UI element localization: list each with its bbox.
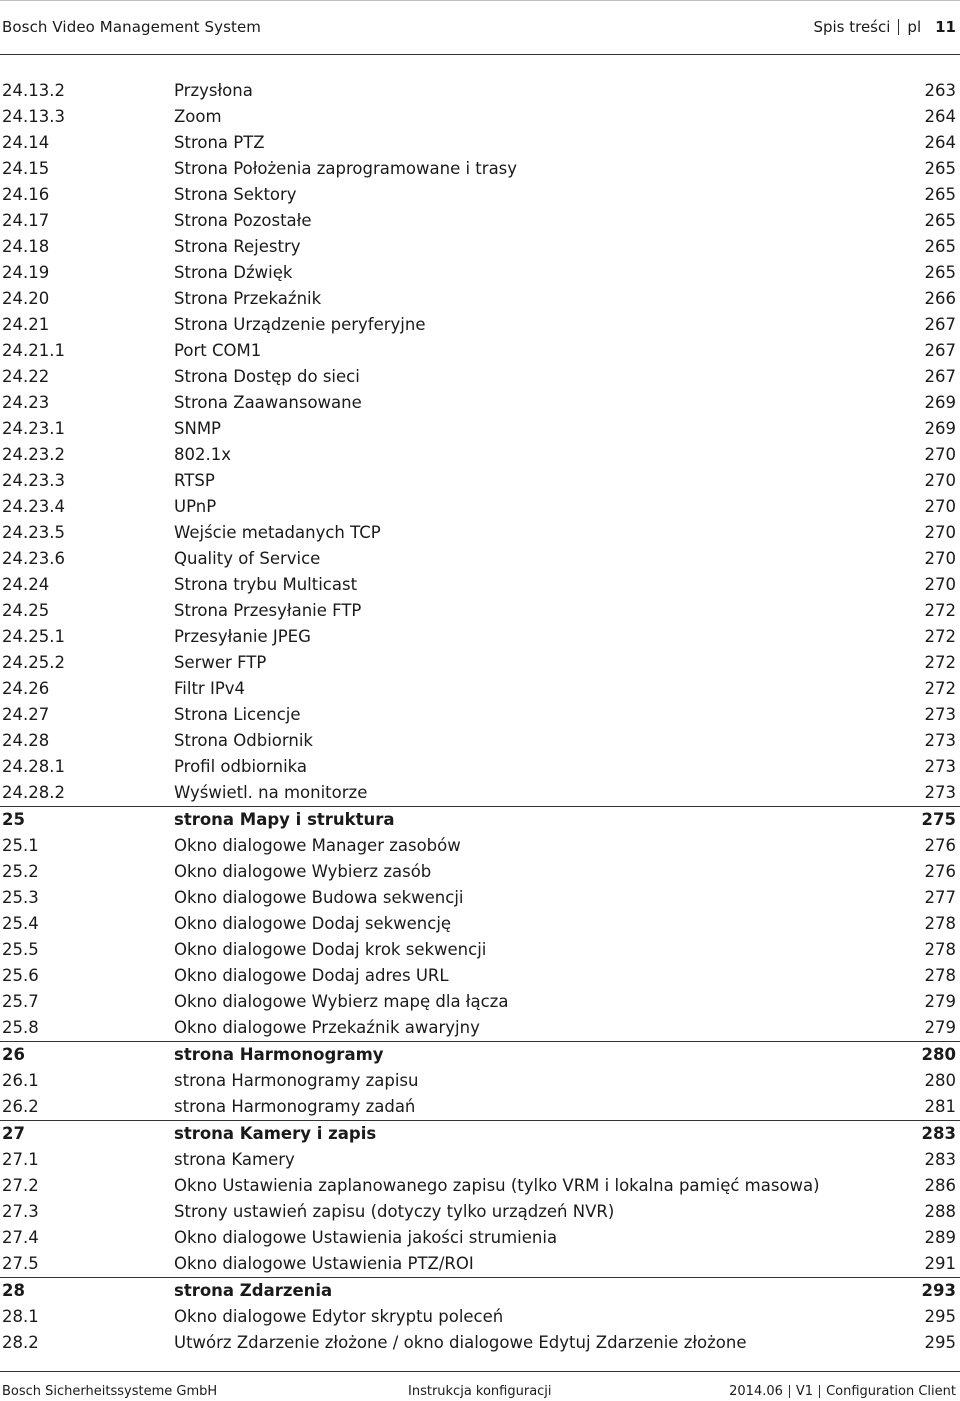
toc-entry-page: 265 xyxy=(924,263,956,282)
header-section-info xyxy=(813,18,956,36)
toc-entry-number: 24.23.5 xyxy=(2,523,65,542)
toc-entry-number: 24.26 xyxy=(2,679,50,698)
toc-row[interactable] xyxy=(0,364,960,390)
toc-entry-title: strona Kamery xyxy=(174,1150,295,1169)
toc-row[interactable] xyxy=(0,1225,960,1251)
toc-entry-title: Strona trybu Multicast xyxy=(174,575,358,594)
toc-entry-page: 269 xyxy=(924,419,956,438)
toc-chapter-row[interactable] xyxy=(0,806,960,833)
toc-entry-title: strona Zdarzenia xyxy=(174,1281,333,1300)
toc-entry-title: Strona Przekaźnik xyxy=(174,289,322,308)
toc-entry-number: 24.13.2 xyxy=(2,81,65,100)
language-code: pl xyxy=(907,18,922,36)
toc-entry-number: 24.22 xyxy=(2,367,50,386)
toc-row[interactable] xyxy=(0,728,960,754)
toc-entry-title: Okno dialogowe Dodaj adres URL xyxy=(174,966,449,985)
toc-entry-title: 802.1x xyxy=(174,445,232,464)
toc-entry-number: 27 xyxy=(2,1124,25,1143)
toc-entry-number: 24.21 xyxy=(2,315,50,334)
toc-entry-title: strona Harmonogramy zapisu xyxy=(174,1071,419,1090)
toc-entry-page: 267 xyxy=(924,341,956,360)
toc-entry-page: 272 xyxy=(924,601,956,620)
footer-separator xyxy=(819,1385,820,1398)
toc-entry-title: Przesyłanie JPEG xyxy=(174,627,311,646)
toc-entry-title: Filtr IPv4 xyxy=(174,679,246,698)
toc-entry-number: 24.21.1 xyxy=(2,341,65,360)
footer-date: 2014.06 xyxy=(729,1384,783,1399)
toc-row[interactable] xyxy=(0,754,960,780)
toc-entry-page: 273 xyxy=(924,705,956,724)
toc-entry-number: 27.4 xyxy=(2,1228,39,1247)
toc-entry-number: 24.16 xyxy=(2,185,50,204)
toc-entry-page: 270 xyxy=(924,471,956,490)
toc-entry-page: 286 xyxy=(924,1176,956,1195)
toc-row[interactable] xyxy=(0,312,960,338)
header-bottom-rule xyxy=(0,54,960,55)
toc-row[interactable] xyxy=(0,78,960,104)
toc-row[interactable] xyxy=(0,859,960,885)
footer-company: Bosch Sicherheitssysteme GmbH xyxy=(2,1384,218,1399)
toc-entry-number: 26.1 xyxy=(2,1071,39,1090)
footer-separator xyxy=(789,1385,790,1398)
toc-entry-page: 291 xyxy=(924,1254,956,1273)
toc-entry-page: 272 xyxy=(924,679,956,698)
toc-row[interactable] xyxy=(0,1068,960,1094)
toc-entry-page: 277 xyxy=(924,888,956,907)
toc-entry-page: 278 xyxy=(924,966,956,985)
toc-row[interactable] xyxy=(0,520,960,546)
toc-entry-page: 273 xyxy=(924,757,956,776)
toc-entry-number: 25.5 xyxy=(2,940,39,959)
toc-entry-title: Wejście metadanych TCP xyxy=(174,523,381,542)
toc-entry-title: strona Mapy i struktura xyxy=(174,810,395,829)
toc-row[interactable] xyxy=(0,546,960,572)
toc-row[interactable] xyxy=(0,1094,960,1120)
toc-entry-number: 24.24 xyxy=(2,575,50,594)
toc-entry-page: 267 xyxy=(924,367,956,386)
toc-entry-title: Strona Rejestry xyxy=(174,237,301,256)
toc-entry-page: 264 xyxy=(924,107,956,126)
toc-entry-number: 25 xyxy=(2,810,25,829)
toc-entry-page: 275 xyxy=(921,810,956,829)
toc-entry-number: 24.27 xyxy=(2,705,50,724)
toc-row[interactable] xyxy=(0,1251,960,1277)
toc-entry-title: Serwer FTP xyxy=(174,653,267,672)
toc-entry-number: 27.1 xyxy=(2,1150,39,1169)
toc-entry-title: RTSP xyxy=(174,471,215,490)
toc-entry-number: 26.2 xyxy=(2,1097,39,1116)
toc-entry-title: UPnP xyxy=(174,497,217,516)
toc-row[interactable] xyxy=(0,1199,960,1225)
toc-row[interactable] xyxy=(0,780,960,806)
toc-entry-page: 280 xyxy=(924,1071,956,1090)
toc-row[interactable] xyxy=(0,468,960,494)
toc-entry-number: 24.23.6 xyxy=(2,549,65,568)
toc-entry-page: 295 xyxy=(924,1307,956,1326)
toc-entry-page: 267 xyxy=(924,315,956,334)
toc-row[interactable] xyxy=(0,1304,960,1330)
toc-row[interactable] xyxy=(0,234,960,260)
toc-entry-number: 26 xyxy=(2,1045,25,1064)
toc-entry-title: Okno dialogowe Dodaj sekwencję xyxy=(174,914,452,933)
toc-entry-page: 283 xyxy=(924,1150,956,1169)
toc-entry-title: Strona Sektory xyxy=(174,185,297,204)
toc-entry-title: Okno dialogowe Ustawienia PTZ/ROI xyxy=(174,1254,474,1273)
footer-version-info xyxy=(729,1384,956,1399)
toc-entry-title: Okno dialogowe Wybierz mapę dla łącza xyxy=(174,992,509,1011)
toc-entry-page: 273 xyxy=(924,731,956,750)
footer-edition: Configuration Client xyxy=(826,1384,956,1399)
toc-entry-title: Strona Pozostałe xyxy=(174,211,312,230)
toc-entry-title: Okno dialogowe Przekaźnik awaryjny xyxy=(174,1018,480,1037)
toc-row[interactable] xyxy=(0,104,960,130)
toc-entry-title: Utwórz Zdarzenie złożone / okno dialogowe Edytuj Zdarzenie złożone xyxy=(174,1333,747,1352)
toc-entry-number: 25.7 xyxy=(2,992,39,1011)
toc-chapter-row[interactable] xyxy=(0,1120,960,1147)
toc-entry-title: Wyświetl. na monitorze xyxy=(174,783,368,802)
toc-entry-title: Strony ustawień zapisu (dotyczy tylko urządzeń NVR) xyxy=(174,1202,615,1221)
toc-row[interactable] xyxy=(0,989,960,1015)
toc-entry-number: 24.19 xyxy=(2,263,50,282)
section-name: Spis treści xyxy=(813,18,891,36)
toc-entry-number: 24.25.1 xyxy=(2,627,65,646)
toc-entry-title: strona Kamery i zapis xyxy=(174,1124,377,1143)
toc-entry-number: 24.20 xyxy=(2,289,50,308)
toc-entry-page: 272 xyxy=(924,627,956,646)
toc-row[interactable] xyxy=(0,338,960,364)
toc-entry-title: Okno dialogowe Budowa sekwencji xyxy=(174,888,464,907)
toc-entry-page: 264 xyxy=(924,133,956,152)
toc-entry-number: 24.25 xyxy=(2,601,50,620)
toc-entry-number: 25.8 xyxy=(2,1018,39,1037)
toc-entry-number: 24.23.3 xyxy=(2,471,65,490)
toc-entry-number: 24.28.1 xyxy=(2,757,65,776)
toc-row[interactable] xyxy=(0,598,960,624)
toc-row[interactable] xyxy=(0,963,960,989)
table-of-contents xyxy=(0,78,960,1356)
toc-entry-page: 279 xyxy=(924,1018,956,1037)
toc-entry-page: 295 xyxy=(924,1333,956,1352)
toc-row[interactable] xyxy=(0,1015,960,1041)
toc-entry-title: strona Harmonogramy xyxy=(174,1045,384,1064)
toc-entry-number: 24.28.2 xyxy=(2,783,65,802)
toc-entry-title: Port COM1 xyxy=(174,341,262,360)
toc-entry-title: Strona Położenia zaprogramowane i trasy xyxy=(174,159,518,178)
toc-entry-number: 24.13.3 xyxy=(2,107,65,126)
toc-chapter-row[interactable] xyxy=(0,1277,960,1304)
toc-row[interactable] xyxy=(0,182,960,208)
toc-entry-page: 265 xyxy=(924,185,956,204)
toc-entry-number: 28.1 xyxy=(2,1307,39,1326)
header-top-rule xyxy=(0,0,960,1)
toc-entry-page: 293 xyxy=(921,1281,956,1300)
toc-entry-page: 288 xyxy=(924,1202,956,1221)
toc-row[interactable] xyxy=(0,1330,960,1356)
toc-row[interactable] xyxy=(0,390,960,416)
toc-entry-title: Przysłona xyxy=(174,81,253,100)
footer-version: V1 xyxy=(795,1384,814,1399)
toc-entry-number: 25.4 xyxy=(2,914,39,933)
toc-row[interactable] xyxy=(0,937,960,963)
toc-entry-title: Okno dialogowe Ustawienia jakości strumienia xyxy=(174,1228,558,1247)
toc-row[interactable] xyxy=(0,130,960,156)
toc-row[interactable] xyxy=(0,442,960,468)
toc-entry-title: Strona Przesyłanie FTP xyxy=(174,601,362,620)
toc-entry-title: Zoom xyxy=(174,107,222,126)
toc-entry-number: 24.15 xyxy=(2,159,50,178)
toc-row[interactable] xyxy=(0,650,960,676)
toc-entry-title: Strona Zaawansowane xyxy=(174,393,362,412)
toc-entry-page: 289 xyxy=(924,1228,956,1247)
toc-entry-number: 24.23.1 xyxy=(2,419,65,438)
toc-entry-title: Okno dialogowe Wybierz zasób xyxy=(174,862,432,881)
toc-entry-page: 266 xyxy=(924,289,956,308)
toc-entry-title: Strona Odbiornik xyxy=(174,731,313,750)
toc-entry-page: 270 xyxy=(924,497,956,516)
document-title: Bosch Video Management System xyxy=(2,18,262,36)
toc-entry-page: 276 xyxy=(924,862,956,881)
toc-entry-number: 28 xyxy=(2,1281,25,1300)
toc-entry-title: Strona Licencje xyxy=(174,705,301,724)
toc-entry-page: 270 xyxy=(924,549,956,568)
toc-row[interactable] xyxy=(0,286,960,312)
toc-row[interactable] xyxy=(0,208,960,234)
toc-entry-page: 278 xyxy=(924,914,956,933)
toc-row[interactable] xyxy=(0,416,960,442)
toc-entry-title: strona Harmonogramy zadań xyxy=(174,1097,416,1116)
toc-entry-page: 281 xyxy=(924,1097,956,1116)
toc-entry-title: Okno dialogowe Manager zasobów xyxy=(174,836,461,855)
toc-row[interactable] xyxy=(0,156,960,182)
toc-row[interactable] xyxy=(0,911,960,937)
toc-entry-page: 276 xyxy=(924,836,956,855)
toc-entry-title: Okno Ustawienia zaplanowanego zapisu (tylko VRM i lokalna pamięć masowa) xyxy=(174,1176,820,1195)
page-number: 11 xyxy=(935,18,956,36)
toc-entry-page: 265 xyxy=(924,159,956,178)
toc-entry-page: 270 xyxy=(924,575,956,594)
toc-entry-title: Strona Dźwięk xyxy=(174,263,293,282)
toc-entry-page: 270 xyxy=(924,523,956,542)
toc-entry-number: 25.1 xyxy=(2,836,39,855)
toc-entry-number: 24.18 xyxy=(2,237,50,256)
toc-entry-number: 24.23.4 xyxy=(2,497,65,516)
toc-row[interactable] xyxy=(0,494,960,520)
toc-row[interactable] xyxy=(0,572,960,598)
toc-entry-number: 25.2 xyxy=(2,862,39,881)
toc-row[interactable] xyxy=(0,260,960,286)
toc-entry-page: 272 xyxy=(924,653,956,672)
toc-entry-number: 27.3 xyxy=(2,1202,39,1221)
toc-row[interactable] xyxy=(0,1173,960,1199)
toc-row[interactable] xyxy=(0,1147,960,1173)
toc-entry-number: 24.23.2 xyxy=(2,445,65,464)
toc-row[interactable] xyxy=(0,624,960,650)
toc-entry-number: 24.28 xyxy=(2,731,50,750)
toc-entry-number: 27.5 xyxy=(2,1254,39,1273)
toc-row[interactable] xyxy=(0,833,960,859)
toc-entry-number: 25.6 xyxy=(2,966,39,985)
toc-entry-number: 25.3 xyxy=(2,888,39,907)
toc-entry-title: Okno dialogowe Dodaj krok sekwencji xyxy=(174,940,487,959)
toc-entry-number: 27.2 xyxy=(2,1176,39,1195)
toc-entry-number: 24.17 xyxy=(2,211,50,230)
toc-entry-number: 24.25.2 xyxy=(2,653,65,672)
page-footer xyxy=(0,1371,960,1401)
toc-entry-page: 265 xyxy=(924,211,956,230)
page-header xyxy=(0,0,960,56)
toc-entry-title: Okno dialogowe Edytor skryptu poleceń xyxy=(174,1307,504,1326)
toc-entry-title: Profil odbiornika xyxy=(174,757,308,776)
toc-entry-number: 24.14 xyxy=(2,133,50,152)
toc-entry-page: 263 xyxy=(924,81,956,100)
toc-entry-title: Strona PTZ xyxy=(174,133,265,152)
header-separator xyxy=(898,19,899,35)
toc-entry-title: Strona Urządzenie peryferyjne xyxy=(174,315,426,334)
toc-entry-title: SNMP xyxy=(174,419,222,438)
toc-entry-number: 24.23 xyxy=(2,393,50,412)
footer-doc-type: Instrukcja konfiguracji xyxy=(408,1384,552,1399)
toc-entry-page: 278 xyxy=(924,940,956,959)
toc-chapter-row[interactable] xyxy=(0,1041,960,1068)
toc-entry-page: 283 xyxy=(921,1124,956,1143)
toc-entry-page: 279 xyxy=(924,992,956,1011)
toc-entry-number: 28.2 xyxy=(2,1333,39,1352)
toc-entry-title: Strona Dostęp do sieci xyxy=(174,367,360,386)
toc-entry-page: 269 xyxy=(924,393,956,412)
toc-entry-title: Quality of Service xyxy=(174,549,321,568)
toc-entry-page: 270 xyxy=(924,445,956,464)
toc-row[interactable] xyxy=(0,885,960,911)
toc-entry-page: 265 xyxy=(924,237,956,256)
toc-row[interactable] xyxy=(0,676,960,702)
toc-entry-page: 273 xyxy=(924,783,956,802)
toc-entry-page: 280 xyxy=(921,1045,956,1064)
toc-row[interactable] xyxy=(0,702,960,728)
